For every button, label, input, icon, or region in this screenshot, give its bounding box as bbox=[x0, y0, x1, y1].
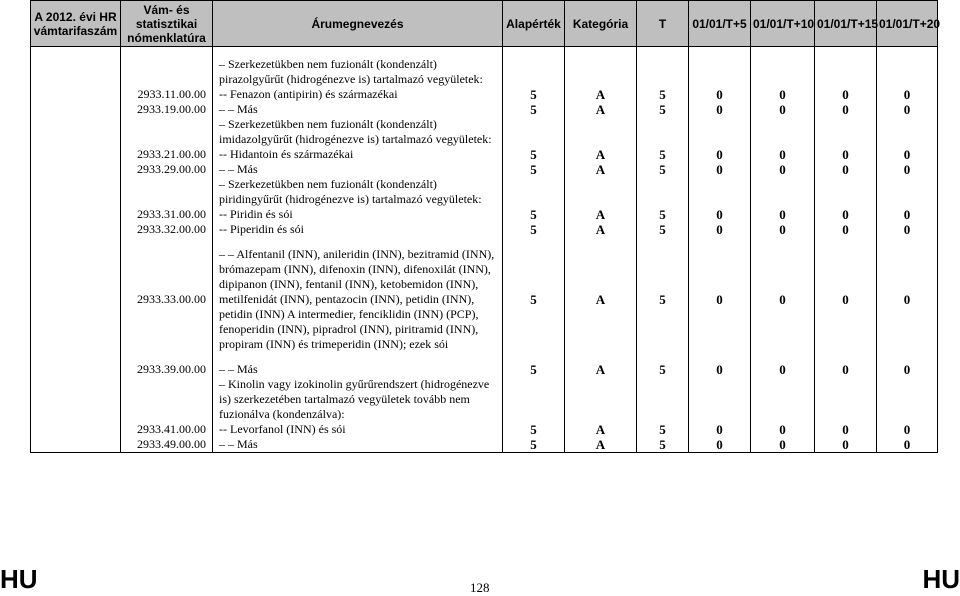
description-cell: -- Piperidin és sói bbox=[213, 222, 503, 237]
value-cell bbox=[565, 377, 637, 422]
spacer-cell bbox=[503, 237, 565, 247]
code-cell: 2933.41.00.00 bbox=[121, 422, 213, 437]
code-cell: 2933.29.00.00 bbox=[121, 162, 213, 177]
description-cell: – – Más bbox=[213, 102, 503, 117]
table-body bbox=[31, 47, 938, 453]
value-cell bbox=[751, 377, 815, 422]
value-cell: 0 bbox=[877, 362, 938, 377]
value-cell: 5 bbox=[637, 437, 689, 453]
code-cell: 2933.33.00.00 bbox=[121, 247, 213, 352]
hr-code-cell bbox=[31, 177, 121, 207]
value-cell bbox=[751, 117, 815, 147]
hr-code-cell bbox=[31, 362, 121, 377]
table-row bbox=[31, 377, 938, 422]
value-cell bbox=[751, 57, 815, 87]
spacer-row bbox=[31, 47, 938, 58]
value-cell: 0 bbox=[877, 222, 938, 237]
value-cell bbox=[503, 117, 565, 147]
spacer-cell bbox=[213, 47, 503, 58]
value-cell: 5 bbox=[503, 222, 565, 237]
description-cell: -- Levorfanol (INN) és sói bbox=[213, 422, 503, 437]
value-cell: A bbox=[565, 207, 637, 222]
description-cell: -- Piridin és sói bbox=[213, 207, 503, 222]
spacer-cell bbox=[751, 352, 815, 362]
description-cell: – Kinolin vagy izokinolin gyűrűrendszert (hidrogénezve is) szerkezetében tartalmazó vegyületek tovább nem fuzionálva (kondenzálva): bbox=[213, 377, 503, 422]
spacer-cell bbox=[877, 237, 938, 247]
table-row bbox=[31, 207, 938, 222]
spacer-cell bbox=[565, 352, 637, 362]
value-cell: 0 bbox=[751, 87, 815, 102]
header-t: T bbox=[637, 1, 689, 47]
value-cell: A bbox=[565, 422, 637, 437]
value-cell bbox=[637, 177, 689, 207]
hr-code-cell bbox=[31, 57, 121, 87]
hr-code-cell bbox=[31, 377, 121, 422]
value-cell bbox=[815, 177, 877, 207]
hr-code-cell bbox=[31, 437, 121, 453]
value-cell bbox=[689, 177, 751, 207]
table-row bbox=[31, 117, 938, 147]
spacer-cell bbox=[815, 237, 877, 247]
value-cell: 0 bbox=[815, 247, 877, 352]
value-cell bbox=[815, 377, 877, 422]
value-cell: 0 bbox=[815, 362, 877, 377]
spacer-cell bbox=[213, 352, 503, 362]
value-cell: 0 bbox=[815, 102, 877, 117]
value-cell bbox=[877, 57, 938, 87]
footer-hu-right: HU bbox=[922, 564, 960, 594]
tariff-table bbox=[30, 0, 941, 453]
code-cell bbox=[121, 117, 213, 147]
header-category: Kategória bbox=[565, 1, 637, 47]
table-row bbox=[31, 147, 938, 162]
hr-code-cell bbox=[31, 87, 121, 102]
spacer-cell bbox=[213, 237, 503, 247]
value-cell: 0 bbox=[751, 222, 815, 237]
code-cell: 2933.32.00.00 bbox=[121, 222, 213, 237]
hr-code-cell bbox=[31, 102, 121, 117]
spacer-cell bbox=[637, 47, 689, 58]
value-cell bbox=[689, 57, 751, 87]
spacer-cell bbox=[31, 352, 121, 362]
value-cell: 0 bbox=[751, 422, 815, 437]
value-cell: 0 bbox=[815, 437, 877, 453]
value-cell bbox=[503, 57, 565, 87]
header-row bbox=[31, 1, 938, 47]
value-cell: 0 bbox=[815, 87, 877, 102]
spacer-cell bbox=[751, 47, 815, 58]
header-t20: 01/01/T+20 bbox=[877, 1, 938, 47]
value-cell: 5 bbox=[637, 362, 689, 377]
value-cell: 0 bbox=[815, 222, 877, 237]
code-cell: 2933.49.00.00 bbox=[121, 437, 213, 453]
spacer-cell bbox=[31, 47, 121, 58]
description-cell: – – Alfentanil (INN), anileridin (INN), bezitramid (INN), brómazepam (INN), difenoxin (INN), difenoxilát (INN), dipipanon (INN), fentanil (INN), ketobemidon (INN), metilfenidát (INN), pentazocin (INN), petidin (INN), petidin (INN) A intermedier, fenciklidin (INN) (PCP), fenoperidin (INN), pipradrol (INN), piritramid (INN), propiram (INN) és trimeperidin (INN); ezek sói bbox=[213, 247, 503, 352]
value-cell: 0 bbox=[689, 422, 751, 437]
spacer-cell bbox=[877, 352, 938, 362]
footer-hu-left: HU bbox=[0, 564, 38, 594]
hr-code-cell bbox=[31, 247, 121, 352]
value-cell: 0 bbox=[751, 147, 815, 162]
description-cell: – – Más bbox=[213, 437, 503, 453]
value-cell: 5 bbox=[503, 362, 565, 377]
value-cell bbox=[815, 117, 877, 147]
value-cell bbox=[637, 57, 689, 87]
value-cell bbox=[689, 117, 751, 147]
value-cell: 0 bbox=[689, 362, 751, 377]
value-cell: 0 bbox=[815, 207, 877, 222]
value-cell: 5 bbox=[637, 207, 689, 222]
spacer-cell bbox=[565, 237, 637, 247]
value-cell: 5 bbox=[503, 247, 565, 352]
value-cell: A bbox=[565, 222, 637, 237]
spacer-cell bbox=[121, 352, 213, 362]
value-cell: 0 bbox=[877, 87, 938, 102]
spacer-cell bbox=[503, 352, 565, 362]
value-cell: A bbox=[565, 102, 637, 117]
value-cell: 5 bbox=[503, 162, 565, 177]
table-row bbox=[31, 177, 938, 207]
description-cell: – – Más bbox=[213, 162, 503, 177]
header-description: Árumegnevezés bbox=[213, 1, 503, 47]
value-cell: 5 bbox=[503, 422, 565, 437]
value-cell: 0 bbox=[815, 147, 877, 162]
spacer-cell bbox=[31, 237, 121, 247]
spacer-cell bbox=[815, 47, 877, 58]
code-cell bbox=[121, 57, 213, 87]
table-row bbox=[31, 362, 938, 377]
value-cell: 5 bbox=[637, 222, 689, 237]
description-cell: – Szerkezetükben nem fuzionált (kondenzált) pirazolgyűrűt (hidrogénezve is) tartalmazó vegyületek: bbox=[213, 57, 503, 87]
value-cell: 0 bbox=[815, 162, 877, 177]
value-cell: 5 bbox=[503, 87, 565, 102]
value-cell: 0 bbox=[689, 222, 751, 237]
value-cell: 0 bbox=[751, 207, 815, 222]
spacer-row bbox=[31, 352, 938, 362]
spacer-cell bbox=[751, 237, 815, 247]
value-cell bbox=[503, 177, 565, 207]
table-row bbox=[31, 102, 938, 117]
spacer-cell bbox=[689, 47, 751, 58]
code-cell: 2933.19.00.00 bbox=[121, 102, 213, 117]
value-cell: 0 bbox=[689, 87, 751, 102]
value-cell: 0 bbox=[751, 102, 815, 117]
value-cell: 0 bbox=[689, 102, 751, 117]
value-cell: A bbox=[565, 247, 637, 352]
value-cell: 0 bbox=[751, 362, 815, 377]
code-cell: 2933.39.00.00 bbox=[121, 362, 213, 377]
value-cell: 5 bbox=[637, 102, 689, 117]
value-cell: A bbox=[565, 147, 637, 162]
hr-code-cell bbox=[31, 422, 121, 437]
header-t5: 01/01/T+5 bbox=[689, 1, 751, 47]
value-cell: 0 bbox=[877, 437, 938, 453]
table-row bbox=[31, 57, 938, 87]
spacer-cell bbox=[121, 237, 213, 247]
hr-code-cell bbox=[31, 207, 121, 222]
description-cell: – – Más bbox=[213, 362, 503, 377]
value-cell: 5 bbox=[503, 102, 565, 117]
value-cell: A bbox=[565, 162, 637, 177]
code-cell: 2933.21.00.00 bbox=[121, 147, 213, 162]
hr-code-cell bbox=[31, 117, 121, 147]
value-cell: 5 bbox=[503, 207, 565, 222]
value-cell: 0 bbox=[877, 162, 938, 177]
header-nomenclature: Vám- és statisztikai nómenklatúra bbox=[121, 1, 213, 47]
value-cell: 0 bbox=[689, 207, 751, 222]
value-cell: A bbox=[565, 437, 637, 453]
spacer-cell bbox=[637, 352, 689, 362]
description-cell: – Szerkezetükben nem fuzionált (kondenzált) imidazolgyűrűt (hidrogénezve is) tartalmazó vegyületek: bbox=[213, 117, 503, 147]
value-cell: 0 bbox=[689, 162, 751, 177]
description-cell: -- Fenazon (antipirin) és származékai bbox=[213, 87, 503, 102]
value-cell: 0 bbox=[751, 437, 815, 453]
table-row bbox=[31, 422, 938, 437]
table-row bbox=[31, 162, 938, 177]
spacer-row bbox=[31, 237, 938, 247]
value-cell: 0 bbox=[689, 437, 751, 453]
value-cell: 0 bbox=[877, 422, 938, 437]
value-cell bbox=[565, 177, 637, 207]
table-row bbox=[31, 247, 938, 352]
table-row bbox=[31, 222, 938, 237]
value-cell: 0 bbox=[877, 102, 938, 117]
value-cell: 0 bbox=[877, 207, 938, 222]
value-cell bbox=[503, 377, 565, 422]
value-cell: 5 bbox=[637, 162, 689, 177]
description-cell: -- Hidantoin és származékai bbox=[213, 147, 503, 162]
code-cell bbox=[121, 377, 213, 422]
hr-code-cell bbox=[31, 162, 121, 177]
spacer-cell bbox=[815, 352, 877, 362]
spacer-cell bbox=[637, 237, 689, 247]
value-cell: A bbox=[565, 87, 637, 102]
header-base-rate: Alapérték bbox=[503, 1, 565, 47]
header-t10: 01/01/T+10 bbox=[751, 1, 815, 47]
header-t15: 01/01/T+15 bbox=[815, 1, 877, 47]
value-cell: 0 bbox=[751, 247, 815, 352]
page-number: 128 bbox=[470, 580, 490, 595]
value-cell: 5 bbox=[503, 147, 565, 162]
value-cell: 5 bbox=[503, 437, 565, 453]
value-cell: A bbox=[565, 362, 637, 377]
spacer-cell bbox=[877, 47, 938, 58]
value-cell: 5 bbox=[637, 147, 689, 162]
code-cell bbox=[121, 177, 213, 207]
value-cell bbox=[815, 57, 877, 87]
value-cell: 0 bbox=[689, 147, 751, 162]
spacer-cell bbox=[689, 237, 751, 247]
value-cell: 5 bbox=[637, 87, 689, 102]
value-cell: 0 bbox=[877, 147, 938, 162]
value-cell bbox=[637, 377, 689, 422]
hr-code-cell bbox=[31, 147, 121, 162]
value-cell bbox=[565, 57, 637, 87]
spacer-cell bbox=[689, 352, 751, 362]
value-cell: 0 bbox=[689, 247, 751, 352]
table-row bbox=[31, 87, 938, 102]
table-row bbox=[31, 437, 938, 453]
value-cell: 0 bbox=[815, 422, 877, 437]
value-cell: 0 bbox=[751, 162, 815, 177]
spacer-cell bbox=[503, 47, 565, 58]
value-cell bbox=[877, 377, 938, 422]
value-cell: 5 bbox=[637, 422, 689, 437]
value-cell bbox=[751, 177, 815, 207]
value-cell bbox=[877, 117, 938, 147]
code-cell: 2933.11.00.00 bbox=[121, 87, 213, 102]
code-cell: 2933.31.00.00 bbox=[121, 207, 213, 222]
description-cell: – Szerkezetükben nem fuzionált (kondenzált) piridingyűrűt (hidrogénezve is) tartalmazó vegyületek: bbox=[213, 177, 503, 207]
value-cell bbox=[565, 117, 637, 147]
hr-code-cell bbox=[31, 222, 121, 237]
header-hr-code: A 2012. évi HR vámtarifaszám bbox=[31, 1, 121, 47]
value-cell bbox=[689, 377, 751, 422]
spacer-cell bbox=[565, 47, 637, 58]
spacer-cell bbox=[121, 47, 213, 58]
value-cell: 0 bbox=[877, 247, 938, 352]
value-cell bbox=[877, 177, 938, 207]
value-cell bbox=[637, 117, 689, 147]
value-cell: 5 bbox=[637, 247, 689, 352]
